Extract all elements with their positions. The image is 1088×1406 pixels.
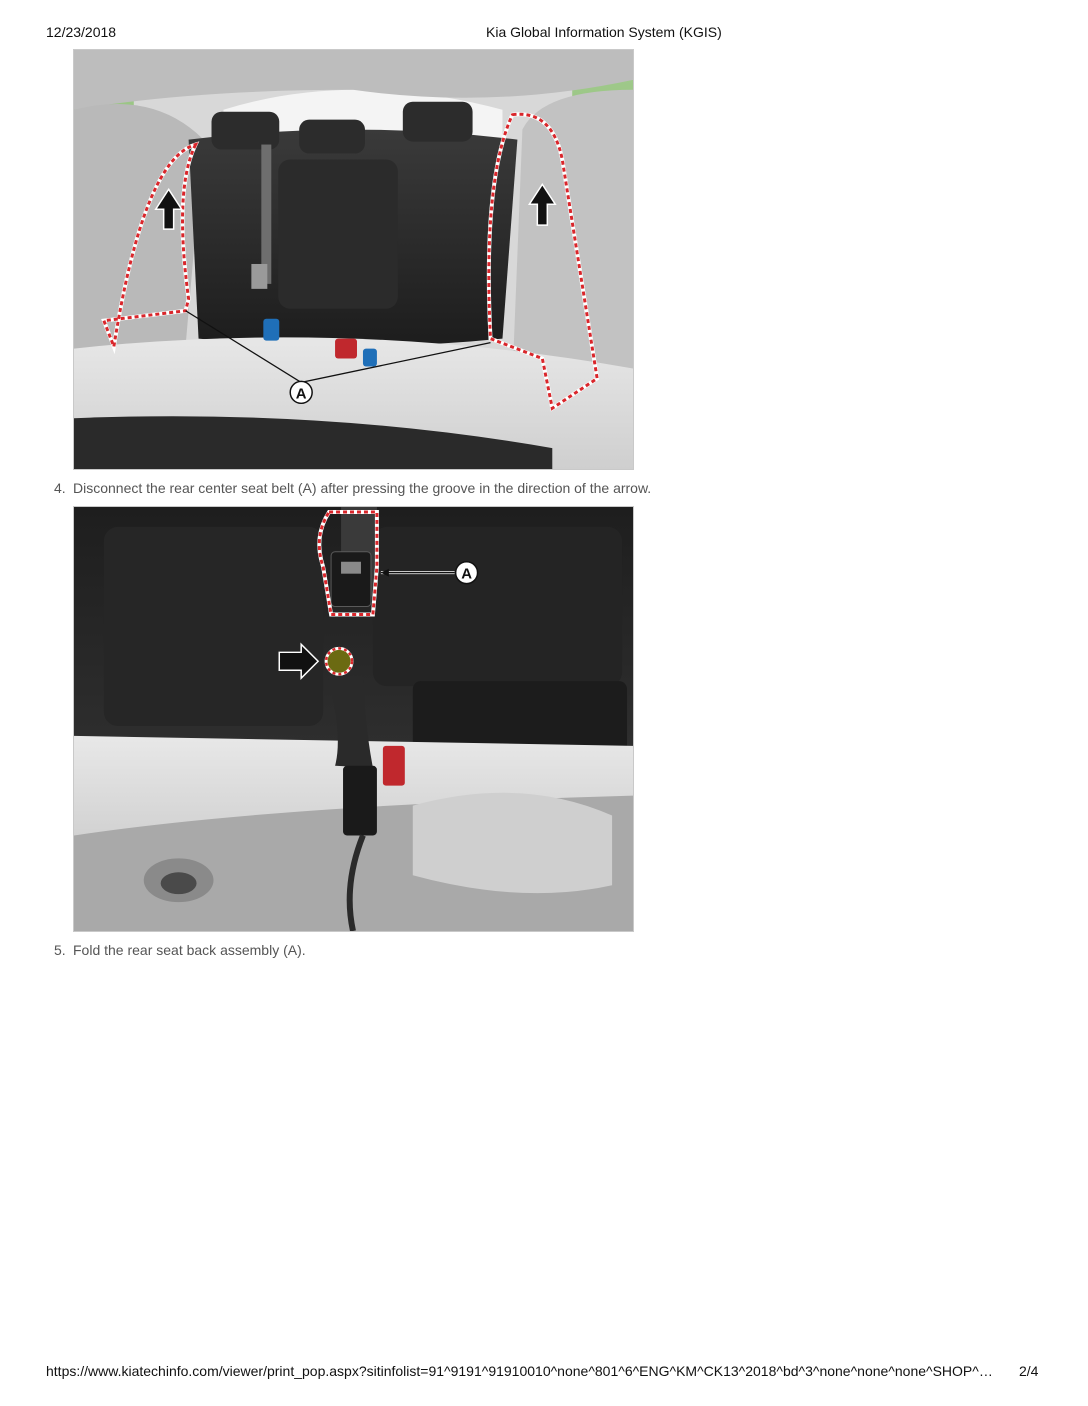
figure-rear-center-seat-belt	[73, 506, 634, 932]
callout-label-a: A	[461, 565, 472, 583]
step-number: 5.	[54, 942, 66, 958]
illustration-rear-seat-interior	[74, 50, 633, 469]
instruction-step-4	[54, 480, 651, 496]
step-number: 4.	[54, 480, 66, 496]
step-text: Fold the rear seat back assembly (A).	[73, 942, 306, 958]
step-text: Disconnect the rear center seat belt (A) after pressing the groove in the direction of the arrow.	[73, 480, 652, 496]
page-number: 2/4	[1019, 1363, 1039, 1379]
page-header-title: Kia Global Information System (KGIS)	[486, 24, 722, 40]
callout-label-a: A	[295, 385, 307, 403]
figure-rear-seat-side-bolsters	[73, 49, 634, 470]
footer-url: https://www.kiatechinfo.com/viewer/print_pop.aspx?sitinfolist=91^9191^91910010^none^801^6^ENG^KM^CK13^2018^bd^3^none^none^none^SHOP^…	[46, 1363, 993, 1379]
illustration-center-seat-belt	[74, 507, 633, 931]
print-date: 12/23/2018	[46, 24, 117, 40]
instruction-step-5	[54, 942, 306, 958]
